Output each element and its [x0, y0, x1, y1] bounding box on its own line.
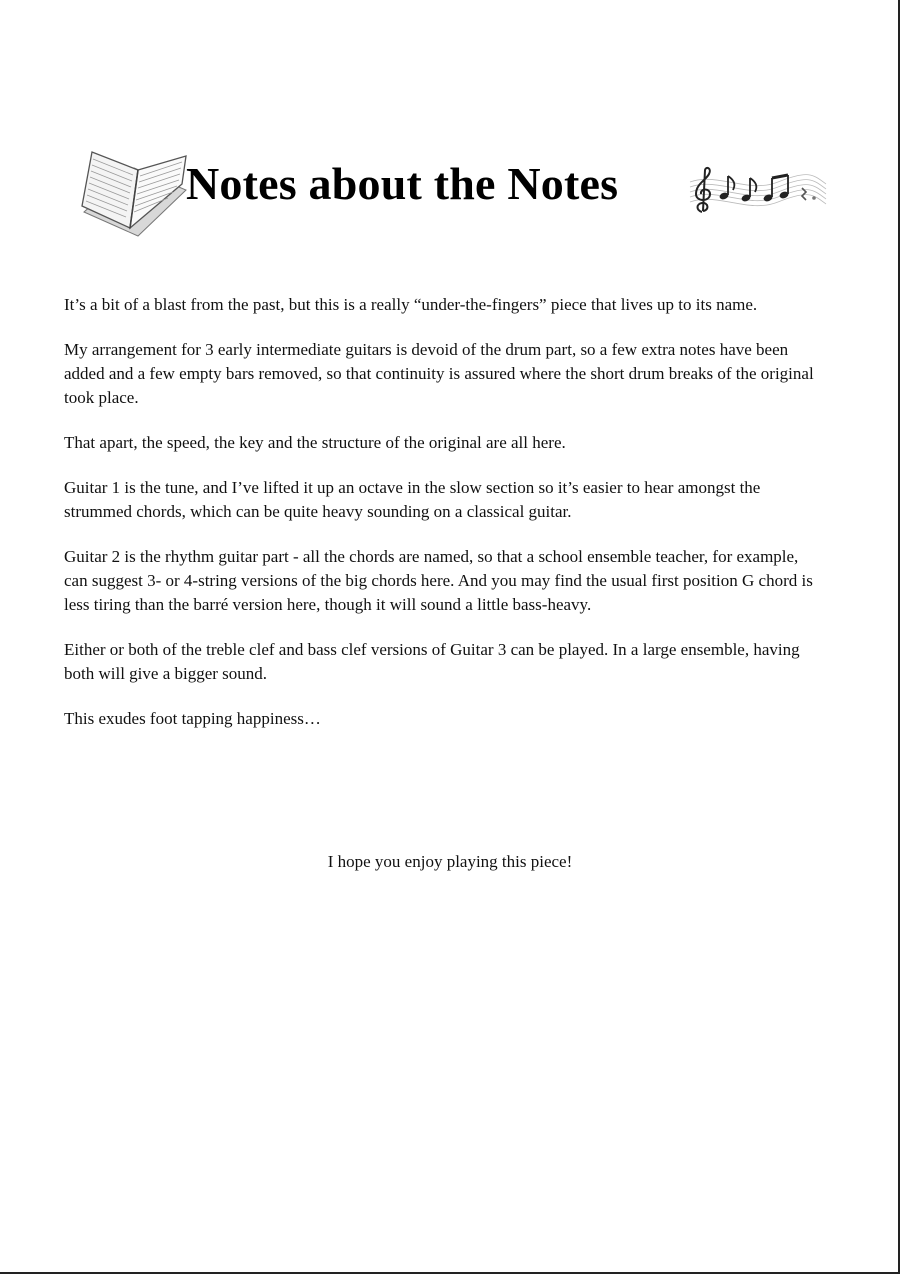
open-book-icon — [78, 150, 190, 242]
page-header — [78, 150, 838, 245]
paragraph-guitar-3: Either or both of the treble clef and bass clef versions of Guitar 3 can be played. In a large ensemble, having both will give a bigger sound. — [64, 640, 800, 683]
paragraph-guitar-1: Guitar 1 is the tune, and I’ve lifted it up an octave in the slow section so it’s easier to hear amongst the strummed chords, which can be quite heavy sounding on a classical guitar. — [64, 478, 761, 521]
closing-line: I hope you enjoy playing this piece! — [327, 852, 573, 871]
paragraph-intro: It’s a bit of a blast from the past, but this is a really “under-the-fingers” piece that lives up to its name. — [64, 295, 758, 314]
paragraph-arrangement: My arrangement for 3 early intermediate guitars is devoid of the drum part, so a few extra notes have been added and a few empty bars removed, so that continuity is assured where the short drum breaks of the original took place. — [64, 340, 814, 407]
paragraph-original: That apart, the speed, the key and the structure of the original are all here. — [64, 433, 566, 452]
music-notes-icon — [688, 164, 828, 216]
paragraph-guitar-2: Guitar 2 is the rhythm guitar part - all the chords are named, so that a school ensemble teacher, for example, can suggest 3- or 4-string versions of the big chords here. And you may find the usual first position G chord is less tiring than the barré version here, though it will sound a little bass-heavy. — [64, 547, 813, 614]
page-title: Notes about the Notes — [186, 158, 619, 209]
paragraph-happiness: This exudes foot tapping happiness… — [64, 709, 321, 728]
notes-body — [64, 293, 824, 752]
